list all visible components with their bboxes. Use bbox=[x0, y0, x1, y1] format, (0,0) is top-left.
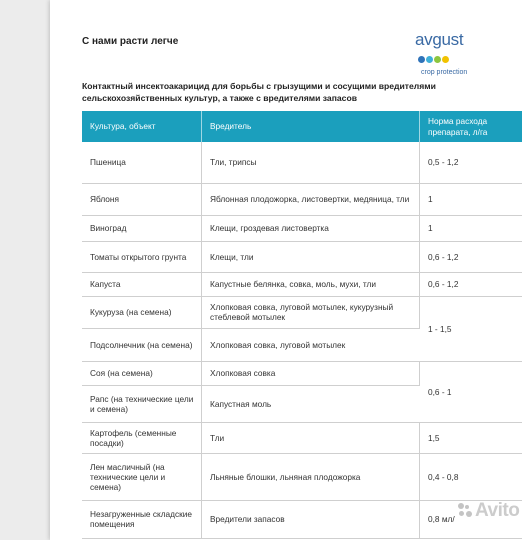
avito-logo-icon bbox=[458, 503, 472, 519]
slogan: С нами расти легче bbox=[82, 36, 179, 47]
cell-rate: 1 bbox=[420, 183, 523, 215]
table-row bbox=[82, 215, 522, 241]
document-page bbox=[50, 0, 531, 540]
logo-word: avgust bbox=[415, 30, 464, 49]
column-header-pest: Вредитель bbox=[202, 111, 420, 142]
table-row bbox=[82, 142, 522, 183]
cell-rate: 0,6 - 1,2 bbox=[420, 241, 523, 272]
product-table bbox=[82, 111, 522, 539]
cell-crop: Пшеница bbox=[82, 142, 202, 183]
logo-subtitle: crop protection bbox=[421, 69, 468, 77]
table-header-row bbox=[82, 111, 522, 142]
cell-pest: Хлопковая совка, луговой мотылек, кукурузный стеблевой мотылек bbox=[202, 296, 420, 328]
cell-crop: Соя (на семена) bbox=[82, 361, 202, 385]
column-header-rate: Норма расхода препарата, л/га bbox=[420, 111, 523, 142]
cell-crop: Кукуруза (на семена) bbox=[82, 296, 202, 328]
column-header-crop: Культура, объект bbox=[82, 111, 202, 142]
table-row bbox=[82, 272, 522, 296]
cell-rate: 0,8 мл/ bbox=[420, 500, 523, 538]
cell-pest: Клещи, тли bbox=[202, 241, 420, 272]
cell-crop: Лен масличный (на технические цели и семена) bbox=[82, 453, 202, 500]
cell-crop: Картофель (семенные посадки) bbox=[82, 422, 202, 453]
cell-crop: Капуста bbox=[82, 272, 202, 296]
table-row bbox=[82, 296, 522, 328]
cell-rate: 1 bbox=[420, 215, 523, 241]
cell-rate: 0,6 - 1,2 bbox=[420, 272, 523, 296]
table-row bbox=[82, 241, 522, 272]
cell-pest: Капустная моль bbox=[202, 385, 420, 422]
table-row bbox=[82, 183, 522, 215]
logo-dot bbox=[434, 56, 441, 63]
table-row bbox=[82, 500, 522, 538]
cell-crop: Виноград bbox=[82, 215, 202, 241]
cell-pest: Хлопковая совка bbox=[202, 361, 420, 385]
logo-dot bbox=[442, 56, 449, 63]
cell-crop: Яблоня bbox=[82, 183, 202, 215]
cell-pest: Клещи, гроздевая листовертка bbox=[202, 215, 420, 241]
intro-text: Контактный инсектоакарицид для борьбы с грызущими и сосущими вредителями сельскохозяйственных культур, а также с вредителями запасов bbox=[82, 81, 436, 103]
cell-rate: 0,6 - 1 bbox=[420, 361, 523, 422]
table-row bbox=[82, 361, 522, 385]
cell-crop: Томаты открытого грунта bbox=[82, 241, 202, 272]
cell-rate: 0,4 - 0,8 bbox=[420, 453, 523, 500]
avgust-logo bbox=[415, 32, 495, 77]
logo-dots bbox=[417, 50, 449, 68]
cell-pest: Хлопковая совка, луговой мотылек bbox=[202, 328, 420, 361]
cell-pest: Тли, трипсы bbox=[202, 142, 420, 183]
avito-watermark: Avito bbox=[475, 500, 520, 521]
cell-crop: Подсолнечник (на семена) bbox=[82, 328, 202, 361]
table-row bbox=[82, 422, 522, 453]
logo-dot bbox=[418, 56, 425, 63]
cell-crop: Незагруженные складские помещения bbox=[82, 500, 202, 538]
cell-pest: Вредители запасов bbox=[202, 500, 420, 538]
cell-pest: Тли bbox=[202, 422, 420, 453]
cell-rate: 0,5 - 1,2 bbox=[420, 142, 523, 183]
cell-rate: 1,5 bbox=[420, 422, 523, 453]
cell-rate: 1 - 1,5 bbox=[420, 296, 523, 361]
table-row bbox=[82, 453, 522, 500]
cell-pest: Льняные блошки, льняная плодожорка bbox=[202, 453, 420, 500]
logo-dot bbox=[426, 56, 433, 63]
cell-crop: Рапс (на технические цели и семена) bbox=[82, 385, 202, 422]
cell-pest: Капустные белянка, совка, моль, мухи, тли bbox=[202, 272, 420, 296]
cell-pest: Яблонная плодожорка, листовертки, медяница, тли bbox=[202, 183, 420, 215]
